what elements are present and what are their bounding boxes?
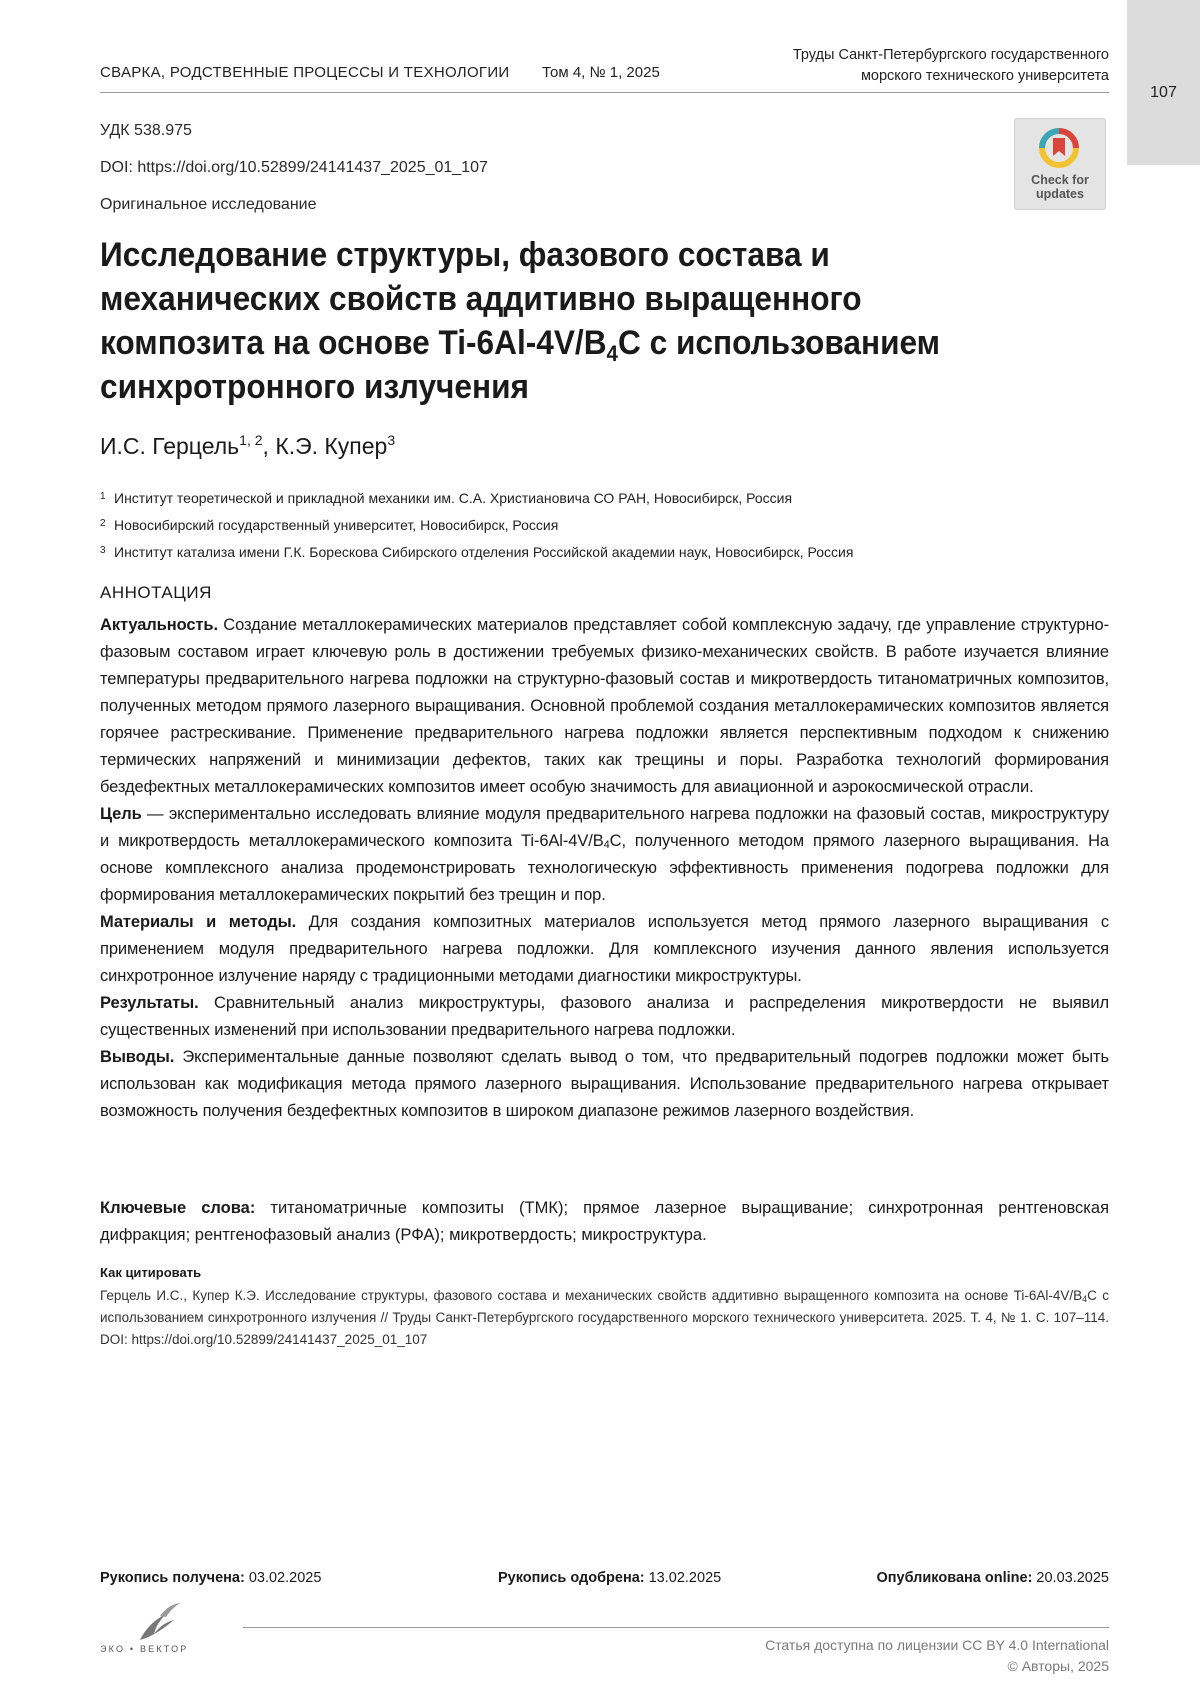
affiliations xyxy=(100,484,1110,565)
citation-heading: Как цитировать xyxy=(100,1265,202,1280)
check-for-updates-button[interactable] xyxy=(1014,118,1106,210)
title-line3-pre: композита на основе Ti-6Al-4V/B xyxy=(100,324,607,362)
author-1[interactable]: И.С. Герцель xyxy=(100,433,240,459)
citation-pre: Герцель И.С., Купер К.Э. Исследование структуры, фазового состава и механических свойств аддитивно выращенного композита на основе Ti-6Al-4V/B xyxy=(100,1288,1083,1303)
approved-value: 13.02.2025 xyxy=(644,1570,722,1586)
eco-vector-logo xyxy=(100,1600,210,1660)
affiliation-3 xyxy=(100,538,1110,565)
header-divider xyxy=(100,92,1109,93)
affiliation-num: 1 xyxy=(100,491,106,502)
conclusions-label: Выводы. xyxy=(100,1048,175,1066)
abstract-methods xyxy=(100,909,1109,990)
page-tab xyxy=(1127,0,1200,165)
journal-name-line1: Труды Санкт-Петербургского государственного xyxy=(792,47,1109,63)
affiliation-text: Новосибирский государственный университет, Новосибирск, Россия xyxy=(114,517,559,533)
published-value: 20.03.2025 xyxy=(1032,1570,1109,1586)
abstract xyxy=(100,612,1109,1125)
author-1-affil: 1, 2 xyxy=(239,432,263,448)
title-line4: синхротронного излучения xyxy=(100,368,529,406)
doi-link[interactable]: DOI: https://doi.org/10.52899/24141437_2025_01_107 xyxy=(100,159,488,176)
abstract-relevance xyxy=(100,612,1109,801)
journal-name xyxy=(689,45,1109,87)
relevance-text: Создание металлокерамических материалов представляет собой комплексную задачу, где управление структурно-фазовым составом играет ключевую роль в достижении требуемых физико-механических свойств. В работе изучается влияние температуры предварительного нагрева подложки на структурно-фазовый состав и микротвердость титаноматричных композитов, полученных методом прямого лазерного выращивания. Основной проблемой создания металлокерамических композитов является горячее растрескивание. Применение предварительного нагрева подложки является перспективным подходом к снижению термических напряжений и минимизации дефектов, таких как трещины и поры. Разработка технологий формирования бездефектных металлокерамических композитов имеет особую значимость для авиационной и аэрокосмической отрасли. xyxy=(100,616,1109,796)
journal-section: СВАРКА, РОДСТВЕННЫЕ ПРОЦЕССЫ И ТЕХНОЛОГИИ xyxy=(100,64,510,81)
check-for-updates-label xyxy=(1015,173,1105,201)
article-title xyxy=(100,233,1030,409)
footer-divider xyxy=(243,1627,1109,1628)
aim-text-pre: — экспериментально исследовать влияние модуля предварительного нагрева подложки на фазовый состав, микроструктуру и микротвердость металлокерамического композита Ti-6Al-4V/B xyxy=(100,805,1109,850)
methods-label: Материалы и методы. xyxy=(100,913,297,931)
author-2[interactable]: К.Э. Купер xyxy=(275,433,388,459)
date-received xyxy=(100,1570,321,1586)
citation-post: C с использованием синхротронного излучения // Труды Санкт-Петербургского государственного морского технического университета. 2025. Т. 4, № 1. С. 107–114. DOI: https://doi.org/10.52899/24141437_2025_01_107 xyxy=(100,1288,1110,1347)
affiliation-2 xyxy=(100,511,1110,538)
badge-line1: Check for xyxy=(1031,173,1089,187)
journal-volume: Том 4, № 1, 2025 xyxy=(542,64,660,81)
aim-text-post: C, полученного методом прямого лазерного выращивания. На основе комплексного анализа продемонстрировать технологическую эффективность применения подогрева подложки для формирования металлокерамических покрытий без трещин и пор. xyxy=(100,832,1110,904)
received-value: 03.02.2025 xyxy=(244,1570,322,1586)
affiliation-1 xyxy=(100,484,1110,511)
copyright-line: © Авторы, 2025 xyxy=(1007,1658,1109,1674)
keywords-text: титаноматричные композиты (ТМК); прямое лазерное выращивание; синхротронная рентгеновская дифракция; рентгенофазовый анализ (РФА); микротвердость; микроструктура. xyxy=(100,1199,1109,1244)
authors xyxy=(100,433,395,460)
relevance-label: Актуальность. xyxy=(100,616,218,634)
badge-line2: updates xyxy=(1036,187,1084,201)
bird-logo-icon xyxy=(100,1600,210,1644)
article-type: Оригинальное исследование xyxy=(100,196,317,213)
results-text: Сравнительный анализ микроструктуры, фазового анализа и распределения микротвердости не выявил существенных изменений при использовании предварительного нагрева подложки. xyxy=(100,994,1109,1039)
journal-name-line2: морского технического университета xyxy=(860,68,1109,84)
affiliation-text: Институт теоретической и прикладной механики им. С.А. Христиановича СО РАН, Новосибирск, Россия xyxy=(114,490,793,506)
title-line3 xyxy=(100,321,1030,365)
conclusions-text: Экспериментальные данные позволяют сделать вывод о том, что предварительный подогрев подложки может быть использован как модификация метода прямого лазерного выращивания. Использование предварительного нагрева открывает возможность получения бездефектных композитов в широком диапазоне режимов лазерного воздействия. xyxy=(100,1048,1109,1120)
logo-wordmark: ЭКО • ВЕКТОР xyxy=(100,1644,189,1654)
citation-text xyxy=(100,1285,1109,1351)
title-line1: Исследование структуры, фазового состава и xyxy=(100,236,830,274)
date-approved xyxy=(498,1570,721,1586)
title-subscript: 4 xyxy=(606,341,618,366)
check-for-updates-icon xyxy=(1037,126,1081,170)
affiliation-text: Институт катализа имени Г.К. Борескова Сибирского отделения Российской академии наук, Новосибирск, Россия xyxy=(114,544,854,560)
page-number: 107 xyxy=(1150,84,1177,101)
affiliation-num: 2 xyxy=(100,518,106,529)
approved-label: Рукопись одобрена: xyxy=(498,1570,645,1586)
abstract-aim xyxy=(100,801,1109,909)
aim-subscript: 4 xyxy=(603,839,610,851)
license-line[interactable]: Статья доступна по лицензии CC BY 4.0 International xyxy=(765,1637,1109,1653)
title-line3-post: C с использованием xyxy=(617,324,941,362)
published-label: Опубликована online: xyxy=(876,1570,1033,1586)
aim-label: Цель xyxy=(100,805,142,823)
author-separator: , xyxy=(262,433,276,459)
abstract-conclusions xyxy=(100,1044,1109,1125)
keywords-label: Ключевые слова: xyxy=(100,1199,256,1217)
received-label: Рукопись получена: xyxy=(100,1570,245,1586)
author-2-affil: 3 xyxy=(387,432,396,448)
affiliation-num: 3 xyxy=(100,545,106,556)
license-info xyxy=(609,1635,1109,1677)
abstract-results xyxy=(100,990,1109,1044)
methods-text: Для создания композитных материалов используется метод прямого лазерного выращивания с применением модуля предварительного нагрева подложки. Для комплексного изучения данного явления используется синхротронное излучение наряду с традиционными методами диагностики микроструктуры. xyxy=(100,913,1109,985)
abstract-heading: АННОТАЦИЯ xyxy=(100,583,212,602)
keywords xyxy=(100,1195,1109,1249)
results-label: Результаты. xyxy=(100,994,199,1012)
citation-subscript: 4 xyxy=(1082,1294,1088,1304)
date-published xyxy=(876,1570,1109,1586)
title-line2: механических свойств аддитивно выращенного xyxy=(100,280,862,318)
udc-code: УДК 538.975 xyxy=(100,122,192,139)
